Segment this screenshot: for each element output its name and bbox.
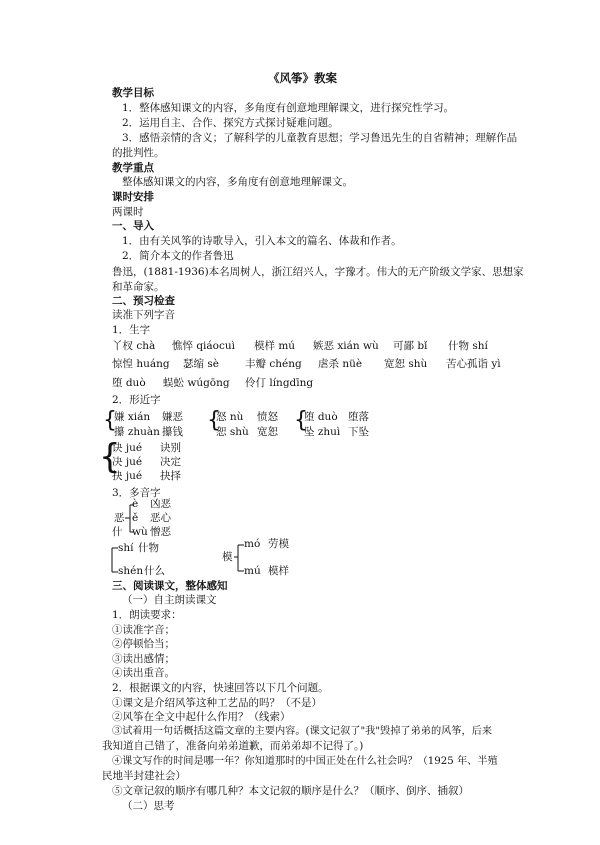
similar-word: 堕落 (348, 411, 369, 423)
vocab-item: 憔悴 qiáocuì (172, 340, 235, 352)
goals-heading: 教学目标 (112, 87, 154, 99)
reading-question: ③试着用一句话概括这篇文章的主要内容。(课文记叙了"我"毁掉了弟弟的风筝，后来 (112, 726, 493, 737)
vocab-item: 可鄙 bǐ (393, 340, 428, 352)
similar-word: 攥钱 (162, 426, 183, 438)
poly-pinyin: shén (118, 565, 144, 577)
vocab-item: 丰瓣 chéng (245, 358, 302, 370)
intro-item: 和革命家。 (112, 281, 165, 293)
vocab-item: 惊惶 huáng (112, 358, 170, 370)
reading-q-intro: 2．根据课文的内容，快速回答以下几个问题。 (112, 682, 329, 694)
poly-branch-shen (112, 548, 118, 572)
poly-word: 凶恶 (150, 498, 171, 510)
schedule-text: 两课时 (112, 206, 144, 218)
preview-heading: 二、预习检查 (112, 295, 175, 307)
poly-char: 恶 (114, 512, 125, 524)
similar-word: 愤怒 (257, 411, 278, 423)
reading-req-label: 1．朗读要求： (112, 609, 182, 621)
goal-item: 2．运用自主、合作、探究方式探讨疑难问题。 (122, 117, 339, 129)
reading-question: ⑤文章记叙的顺序有哪几种？本文记叙的顺序是什么？（顺序、倒序、插叙） (112, 785, 469, 797)
goal-item: 1．整体感知课文的内容，多角度有创意地理解课文，进行探究性学习。 (122, 102, 455, 114)
vocab-item: 模样 mú (254, 340, 296, 352)
vocab-item: 瑟缩 sè (183, 358, 219, 370)
reading-req: ②停顿恰当； (112, 638, 175, 650)
poly-char: 什 (112, 526, 123, 538)
reading-heading: 三、阅读课文，整体感知 (112, 580, 228, 592)
similar-char: 诀 jué (112, 442, 143, 454)
poly-branch-e (125, 505, 134, 532)
vocab-item: 堕 duò (112, 377, 146, 389)
poly-pinyin: shí (118, 542, 134, 554)
intro-item: 2．简介本文的作者鲁迅 (122, 250, 234, 262)
poly-word: 恶心 (150, 512, 171, 524)
intro-heading: 一、导入 (112, 220, 154, 232)
new-chars-label: 1．生字 (112, 324, 151, 336)
poly-word: 什物 (138, 542, 159, 554)
poly-pinyin: è (132, 498, 139, 510)
similar-char: 怒 nù (216, 411, 244, 423)
reading-req: ④读出重音。 (112, 667, 175, 679)
goal-item: 3．感悟亲情的含义；了解科学的儿童教育思想；学习鲁迅先生的自省精神；理解作品 (122, 132, 518, 144)
similar-char: 嫌 xián (114, 411, 151, 423)
poly-word: 憎恶 (150, 526, 171, 538)
reading-question: 我知道自己错了，准备向弟弟道歉，而弟弟却不记得了。) (102, 740, 364, 752)
brace-icon: { (294, 408, 308, 433)
reading-question: 民地半封建社会） (102, 770, 186, 782)
page-title: 《风筝》教案 (268, 71, 337, 85)
similar-char: 抉 jué (112, 470, 143, 482)
brace-icon: { (207, 408, 221, 433)
intro-item: 鲁迅，(1881-1936)本名周树人，浙江绍兴人，字豫才。伟大的无产阶级文学家、思想家 (112, 266, 524, 278)
schedule-heading: 课时安排 (112, 191, 154, 203)
vocab-item: 什物 shí (448, 340, 488, 352)
similar-word: 下坠 (348, 426, 369, 438)
similar-char: 恕 shù (216, 426, 249, 438)
similar-word: 诀别 (160, 442, 181, 454)
reading-part2: （二）思考 (122, 800, 175, 812)
reading-question: ②风筝在全文中起什么作用？（线索） (112, 711, 291, 723)
similar-word: 抉择 (160, 470, 181, 482)
similar-char: 堕 duò (304, 411, 338, 423)
intro-item: 1．由有关风筝的诗歌导入，引入本文的篇名、体裁和作者。 (122, 235, 402, 247)
key-points-text: 整体感知课文的内容，多角度有创意地理解课文。 (122, 176, 353, 188)
similar-char: 决 jué (112, 456, 143, 468)
preview-sub: 读准下列字音 (112, 309, 175, 321)
similar-word: 决定 (160, 456, 181, 468)
vocab-item: 蜈蚣 wúgōng (163, 377, 230, 389)
reading-question: ④课文写作的时间是哪一年？你知道那时的中国正处在什么社会吗？（1925 年、半殖 (112, 756, 498, 767)
reading-part1: （一）自主朗读课文 (122, 594, 217, 606)
vocab-item: 虐杀 nüè (318, 358, 363, 370)
reading-req: ①读准字音； (112, 624, 175, 636)
vocab-item: 苦心孤诣 yì (446, 358, 501, 370)
key-points-heading: 教学重点 (112, 162, 154, 174)
similar-word: 嫌恶 (162, 411, 183, 423)
vocab-item: 丫杈 chà (112, 340, 156, 352)
goal-item: 的批判性。 (112, 147, 165, 159)
poly-pinyin: wù (132, 526, 148, 538)
reading-req: ③读出感情； (112, 653, 175, 665)
poly-word: 什么 (144, 565, 165, 577)
similar-word: 宽恕 (257, 426, 278, 438)
poly-word: 模样 (268, 565, 289, 577)
poly-char: 模 (222, 551, 233, 563)
poly-word: 劳模 (268, 538, 289, 550)
poly-pinyin: mó (244, 538, 261, 550)
brace-icon: { (103, 408, 117, 433)
similar-label: 2．形近字 (112, 394, 161, 406)
vocab-item: 嫉恶 xián wù (313, 340, 379, 352)
poly-pinyin: mú (244, 565, 261, 577)
poly-pinyin: ě (132, 512, 139, 524)
poly-branch-mo (234, 545, 244, 571)
vocab-item: 宽恕 shù (384, 358, 428, 370)
vocab-item: 伶仃 língdīng (245, 377, 314, 389)
similar-char: 坠 zhuì (304, 426, 341, 438)
brace-icon: { (99, 437, 121, 477)
similar-char: 攥 zhuàn (114, 426, 160, 438)
reading-question: ①课文是介绍风筝这种工艺品的吗？（不是） (112, 697, 322, 709)
poly-label: 3．多音字 (112, 487, 161, 499)
